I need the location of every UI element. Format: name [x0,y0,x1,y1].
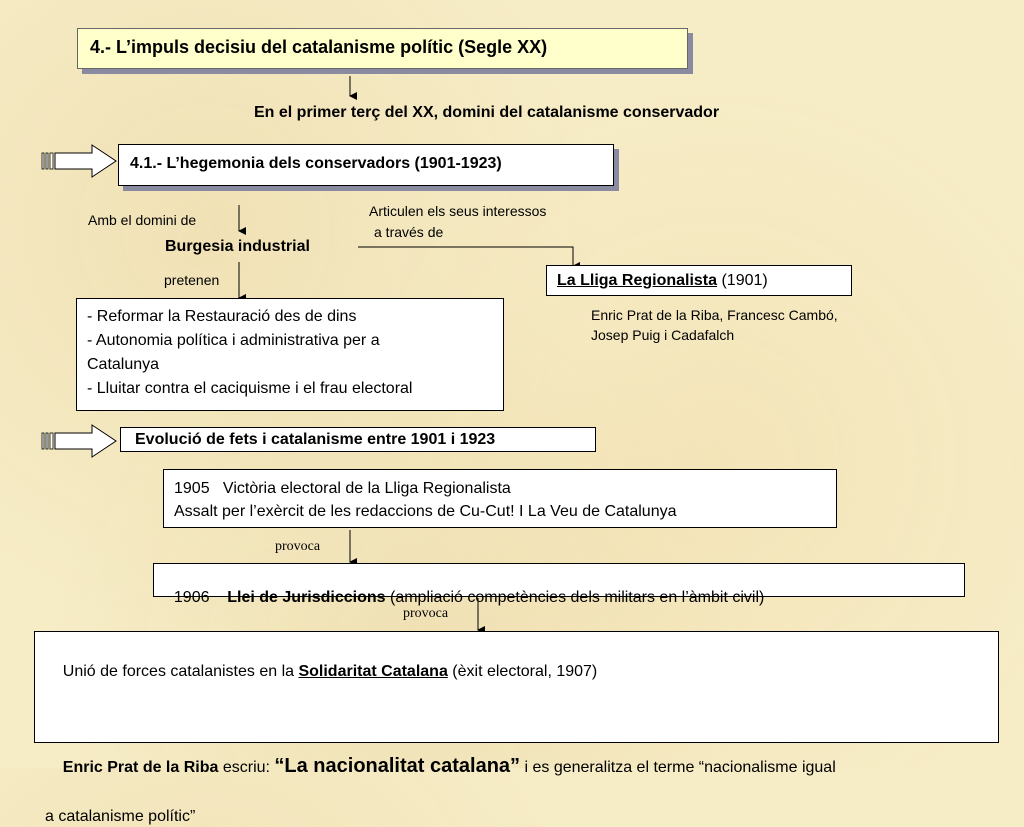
leaders-line1: Enric Prat de la Riba, Francesc Cambó, [591,307,838,323]
unio-text: Unió de forces catalanistes en la [62,663,299,680]
event-1905-line1: 1905 Victòria electoral de la Lliga Regionalista [174,480,511,497]
unio-line [45,639,988,705]
page-title: 4.- L’impuls decisiu del catalanisme polític (Segle XX) [90,37,548,57]
subtitle: En el primer terç del XX, domini del catalanisme conservador [254,104,720,121]
aim-item: - Autonomia política i administrativa per a [87,332,380,349]
pretenen-label: pretenen [164,272,220,288]
section2-heading-box [120,427,596,452]
prat-name: Enric Prat de la Riba [62,759,219,776]
lliga-box [546,265,852,296]
event-1905-box [163,469,837,528]
escriu-text: escriu: [218,759,275,776]
solidaritat-label: Solidaritat Catalana [298,663,448,680]
generalitza-text: i es generalitza el terme “nacionalisme igual [520,759,836,776]
provoca-label-2: provoca [403,606,449,621]
lliga-name: La Lliga Regionalista [557,272,718,289]
arrow-to-lliga [358,247,573,266]
block-arrow-1-icon [42,145,116,177]
provoca-label-1: provoca [275,539,321,554]
articulen-line2: a través de [374,224,444,240]
prat-line [45,727,988,807]
generalitza-line2: a catalanisme polític” [45,808,196,825]
section1-heading-box [118,144,614,186]
event-1906-year: 1906 [173,589,228,606]
burgesia-label: Burgesia industrial [165,238,310,255]
lliga-year: (1901) [717,272,768,289]
event-1906-law: Llei de Jurisdiccions [227,589,386,606]
event-1906-rest: (ampliació competències dels militars en l’àmbit civil) [385,589,765,606]
aims-box [76,298,504,411]
section1-heading: 4.1.- L’hegemonia dels conservadors (1901-1923) [130,155,502,172]
event-1906-box [153,563,965,606]
unio-rest: (èxit electoral, 1907) [447,663,598,680]
nacionalitat-title: “La nacionalitat catalana” [274,755,521,777]
unio-box [34,631,999,825]
block-arrow-2-icon [42,425,116,457]
aim-item: Catalunya [87,356,160,373]
section2-heading: Evolució de fets i catalanisme entre 1901 i 1923 [135,431,496,448]
aim-item: - Lluitar contra el caciquisme i el frau electoral [87,380,413,397]
articulen-line1: Articulen els seus interessos [369,203,547,219]
amb-label: Amb el domini de [88,212,197,228]
leaders-line2: Josep Puig i Cadafalch [591,327,735,343]
title-box [77,28,688,69]
event-1905-line2: Assalt per l’exèrcit de les redaccions de Cu-Cut! I La Veu de Catalunya [174,503,677,520]
aim-item: - Reformar la Restauració des de dins [87,308,357,325]
